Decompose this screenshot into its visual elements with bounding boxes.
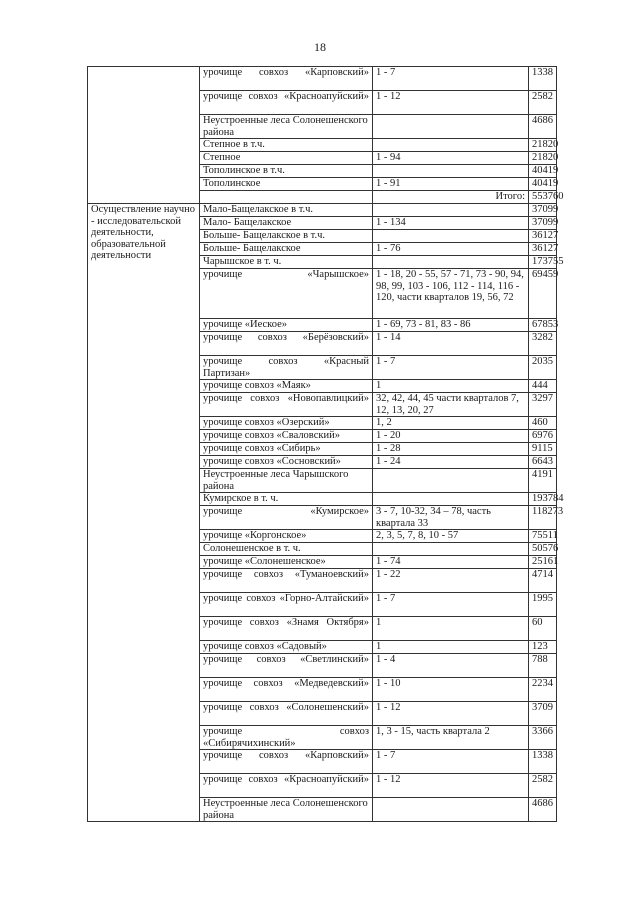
forest-name-cell: урочище совхоз «Знамя Октября»: [200, 617, 373, 641]
area-cell: 2582: [529, 91, 557, 115]
area-cell: 3709: [529, 702, 557, 726]
area-cell: 40419: [529, 165, 557, 178]
area-cell: 2035: [529, 356, 557, 380]
forest-name-cell: урочище «Кумирское»: [200, 506, 373, 530]
table-row: [88, 67, 557, 91]
area-cell: 4686: [529, 115, 557, 139]
quarters-cell: [373, 165, 529, 178]
forest-name-cell: урочище совхоз «Горно-Алтайский»: [200, 593, 373, 617]
area-cell: 21820: [529, 139, 557, 152]
forest-name-cell: Степное: [200, 152, 373, 165]
forest-name-cell: Неустроенные леса Чарышского района: [200, 469, 373, 493]
quarters-cell: 1 - 22: [373, 569, 529, 593]
area-cell: 1995: [529, 593, 557, 617]
quarters-cell: 1 - 28: [373, 443, 529, 456]
quarters-cell: 1 - 24: [373, 456, 529, 469]
area-cell: 2582: [529, 774, 557, 798]
quarters-cell: 1 - 12: [373, 774, 529, 798]
quarters-cell: 1 - 14: [373, 332, 529, 356]
area-cell: 2234: [529, 678, 557, 702]
area-cell: 25161: [529, 556, 557, 569]
area-cell: 50576: [529, 543, 557, 556]
area-cell: 60: [529, 617, 557, 641]
purpose-cell: [88, 67, 200, 204]
forest-name-cell: урочище совхоз «Озерский»: [200, 417, 373, 430]
forest-name-cell: Тополинское: [200, 178, 373, 191]
forest-name-cell: Мало- Бащелакское: [200, 217, 373, 230]
forest-name-cell: Чарышское в т. ч.: [200, 256, 373, 269]
area-cell: 36127: [529, 230, 557, 243]
quarters-cell: [373, 493, 529, 506]
area-cell: 9115: [529, 443, 557, 456]
forest-name-cell: Больше- Бащелакское: [200, 243, 373, 256]
quarters-cell: 1 - 7: [373, 593, 529, 617]
quarters-cell: 1 - 94: [373, 152, 529, 165]
forest-name-cell: урочище совхоз «Сибирячихинский»: [200, 726, 373, 750]
area-cell: 40419: [529, 178, 557, 191]
quarters-cell: 1 - 20: [373, 430, 529, 443]
area-cell: 460: [529, 417, 557, 430]
table-body: [88, 67, 564, 822]
page-number: 18: [314, 40, 326, 54]
area-cell: 36127: [529, 243, 557, 256]
forest-name-cell: урочище «Чарышское»: [200, 269, 373, 319]
area-cell: 4191: [529, 469, 557, 493]
quarters-cell: 1 - 4: [373, 654, 529, 678]
area-cell: 21820: [529, 152, 557, 165]
quarters-cell: 1 - 12: [373, 702, 529, 726]
area-cell: 444: [529, 380, 557, 393]
purpose-cell: Осуществление научно - исследовательской деятельности, образовательной деятельности: [88, 204, 200, 822]
forest-name-cell: Кумирское в т. ч.: [200, 493, 373, 506]
forest-name-cell: Тополинское в т.ч.: [200, 165, 373, 178]
quarters-cell: 32, 42, 44, 45 части кварталов 7, 12, 13, 20, 27: [373, 393, 529, 417]
quarters-cell: [373, 798, 529, 822]
quarters-cell: 1 - 91: [373, 178, 529, 191]
quarters-cell: 1 - 7: [373, 356, 529, 380]
forest-name-cell: урочище совхоз «Красноапуйский»: [200, 774, 373, 798]
area-cell: 4686: [529, 798, 557, 822]
forest-name-cell: урочище совхоз «Красный Партизан»: [200, 356, 373, 380]
area-cell: 67853: [529, 319, 557, 332]
forest-name-cell: урочище совхоз «Маяк»: [200, 380, 373, 393]
area-cell: 173755: [529, 256, 557, 269]
forest-name-cell: урочище совхоз «Берёзовский»: [200, 332, 373, 356]
area-cell: 69459: [529, 269, 557, 319]
quarters-cell: 1 - 76: [373, 243, 529, 256]
quarters-cell: 1 - 7: [373, 67, 529, 91]
quarters-cell: [373, 256, 529, 269]
area-cell: 4714: [529, 569, 557, 593]
quarters-cell: [373, 115, 529, 139]
forest-name-cell: урочище совхоз «Карповский»: [200, 750, 373, 774]
area-cell: 37099: [529, 217, 557, 230]
area-cell: 3297: [529, 393, 557, 417]
forest-name-cell: Неустроенные леса Солонешенского района: [200, 798, 373, 822]
area-cell: 3366: [529, 726, 557, 750]
forest-areas-table: [87, 66, 564, 822]
forest-name-cell: урочище совхоз «Сосновский»: [200, 456, 373, 469]
forest-name-cell: Мало-Бащелакское в т.ч.: [200, 204, 373, 217]
area-cell: 37099: [529, 204, 557, 217]
forest-name-cell: Неустроенные леса Солонешенского района: [200, 115, 373, 139]
quarters-cell: 1 - 74: [373, 556, 529, 569]
forest-name-cell: урочище совхоз «Солонешенский»: [200, 702, 373, 726]
area-cell: 788: [529, 654, 557, 678]
forest-name-cell: Степное в т.ч.: [200, 139, 373, 152]
quarters-cell: [373, 139, 529, 152]
area-cell: 6643: [529, 456, 557, 469]
quarters-cell: 1: [373, 617, 529, 641]
table-row: [88, 204, 557, 217]
quarters-cell: 1 - 12: [373, 91, 529, 115]
area-cell: 1338: [529, 67, 557, 91]
forest-name-cell: урочище совхоз «Сибирь»: [200, 443, 373, 456]
forest-name-cell: урочище совхоз «Светлинский»: [200, 654, 373, 678]
quarters-cell: 2, 3, 5, 7, 8, 10 - 57: [373, 530, 529, 543]
forest-name-cell: урочище «Коргонское»: [200, 530, 373, 543]
forest-name-cell: урочище совхоз «Карповский»: [200, 67, 373, 91]
area-cell: 3282: [529, 332, 557, 356]
forest-name-cell: урочище совхоз «Медведевский»: [200, 678, 373, 702]
quarters-cell: 1 - 18, 20 - 55, 57 - 71, 73 - 90, 94, 98, 99, 103 - 106, 112 - 114, 116 - 120, части кварталов 19, 56, 72: [373, 269, 529, 319]
quarters-cell: Итого:: [373, 191, 529, 204]
quarters-cell: 1, 3 - 15, часть квартала 2: [373, 726, 529, 750]
forest-name-cell: Солонешенское в т. ч.: [200, 543, 373, 556]
area-cell: 118273: [529, 506, 557, 530]
forest-name-cell: урочище совхоз «Садовый»: [200, 641, 373, 654]
area-cell: 123: [529, 641, 557, 654]
area-cell: 1338: [529, 750, 557, 774]
forest-name-cell: урочище «Солонешенское»: [200, 556, 373, 569]
forest-name-cell: урочище совхоз «Туманоевский»: [200, 569, 373, 593]
forest-name-cell: урочище «Иеское»: [200, 319, 373, 332]
area-cell: 553760: [529, 191, 557, 204]
quarters-cell: 1: [373, 641, 529, 654]
quarters-cell: 1 - 69, 73 - 81, 83 - 86: [373, 319, 529, 332]
quarters-cell: 1 - 10: [373, 678, 529, 702]
forest-name-cell: урочище совхоз «Красноапуйский»: [200, 91, 373, 115]
forest-name-cell: Больше- Бащелакское в т.ч.: [200, 230, 373, 243]
forest-name-cell: урочище совхоз «Новопавлицкий»: [200, 393, 373, 417]
area-cell: 75511: [529, 530, 557, 543]
forest-name-cell: урочище совхоз «Сваловский»: [200, 430, 373, 443]
quarters-cell: 3 - 7, 10-32, 34 – 78, часть квартала 33: [373, 506, 529, 530]
area-cell: 6976: [529, 430, 557, 443]
forest-name-cell: [200, 191, 373, 204]
quarters-cell: [373, 469, 529, 493]
quarters-cell: [373, 230, 529, 243]
area-cell: 193784: [529, 493, 557, 506]
quarters-cell: [373, 204, 529, 217]
quarters-cell: 1: [373, 380, 529, 393]
quarters-cell: 1 - 134: [373, 217, 529, 230]
quarters-cell: 1, 2: [373, 417, 529, 430]
quarters-cell: [373, 543, 529, 556]
quarters-cell: 1 - 7: [373, 750, 529, 774]
